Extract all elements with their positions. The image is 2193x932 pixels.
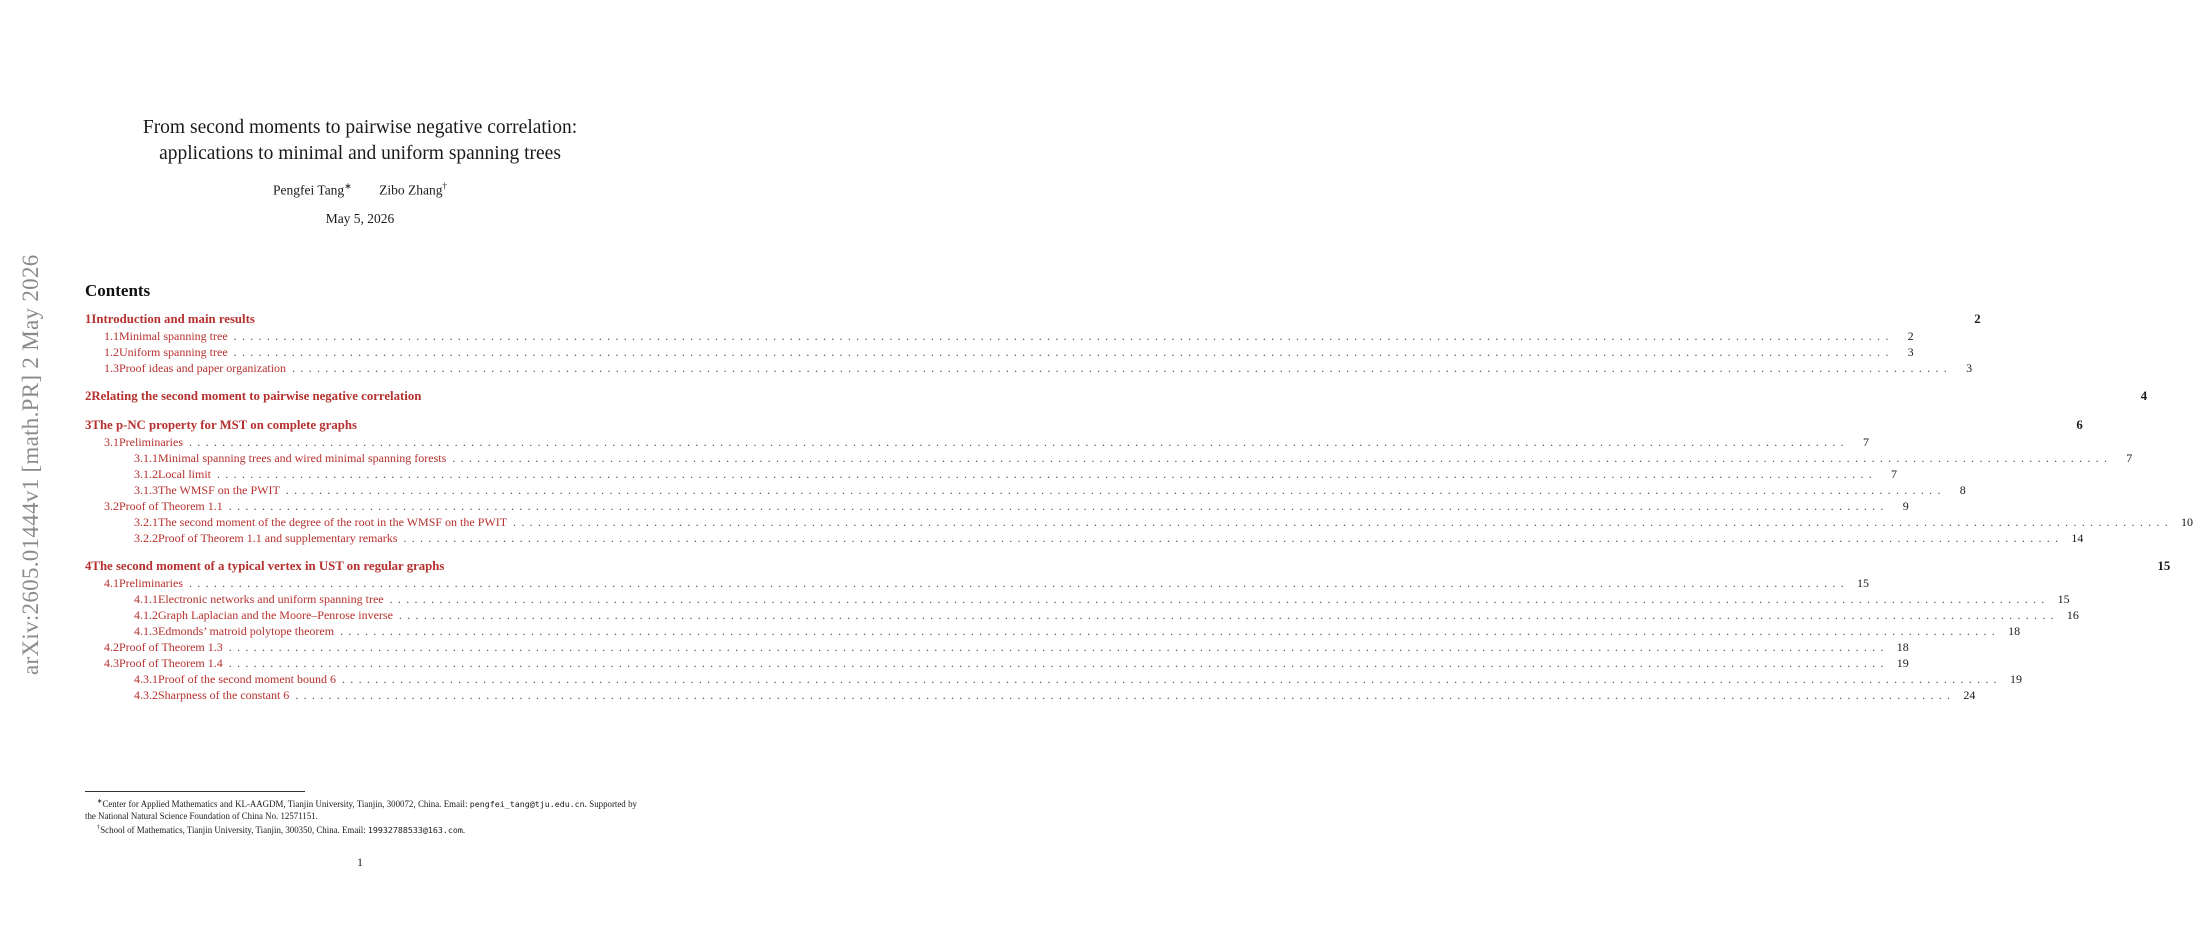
toc-entry-label[interactable]: Relating the second moment to pairwise negative correlation	[91, 389, 422, 403]
footnote-2-email[interactable]: 19932788533@163.com	[367, 824, 463, 835]
footnote-2-text: School of Mathematics, Tianjin University, Tianjin, 300350, China. Email:	[100, 824, 368, 835]
toc-entry[interactable]	[85, 656, 1909, 672]
toc-entry-number: 4.3.2	[134, 688, 158, 702]
toc-entry[interactable]	[85, 592, 2070, 608]
toc-entry[interactable]	[85, 312, 1981, 329]
toc-entry[interactable]	[85, 467, 1897, 483]
toc-entry-page[interactable]: 2	[1974, 312, 1981, 326]
toc-entry-label[interactable]: The second moment of the degree of the root in the WMSF on the PWIT	[158, 515, 508, 529]
author-1-name: Pengfei Tang	[273, 182, 345, 198]
toc-dot-leader: ........................................................................................................................................................................................................	[295, 688, 1956, 702]
footnotes	[85, 796, 637, 836]
toc-entry[interactable]	[85, 688, 1976, 704]
footnote-1-text: Center for Applied Mathematics and KL-AAGDM, Tianjin University, Tianjin, 300072, China. Email:	[102, 798, 468, 809]
toc-entry[interactable]	[85, 329, 1914, 345]
arxiv-stamp-text[interactable]: arXiv:2605.01444v1 [math.PR] 2 May 2026	[18, 254, 43, 676]
toc-entry-label[interactable]: Preliminaries	[119, 435, 183, 449]
author-1	[273, 181, 352, 199]
toc-entry-page[interactable]: 15	[2157, 559, 2171, 573]
toc-entry[interactable]	[85, 345, 1914, 361]
toc-dot-leader: ........................................................................................................................................................................................................	[228, 640, 1889, 654]
toc-entry-label[interactable]: Sharpness of the constant 6	[158, 688, 290, 702]
toc-entry-page[interactable]: 7	[2126, 451, 2133, 465]
toc-entry[interactable]	[85, 624, 2021, 640]
toc-entry-number: 1	[85, 312, 92, 326]
toc-entry-page[interactable]: 14	[2071, 531, 2084, 545]
toc-dot-leader: ........................................................................................................................................................................................................	[389, 592, 2050, 606]
toc-entry-number: 4	[85, 559, 92, 573]
toc-entry[interactable]	[85, 499, 1909, 515]
toc-entry[interactable]	[85, 576, 1869, 592]
toc-entry-number: 3.2.2	[134, 531, 158, 545]
toc-entry-number: 3.1.2	[134, 467, 158, 481]
toc-dot-leader: ........................................................................................................................................................................................................	[188, 576, 1849, 590]
toc-dot-leader: ........................................................................................................................................................................................................	[233, 345, 1894, 359]
toc-entry-label[interactable]: The second moment of a typical vertex in UST on regular graphs	[91, 559, 445, 573]
toc-dot-leader: ........................................................................................................................................................................................................	[217, 467, 1877, 481]
toc-entry-label[interactable]: Uniform spanning tree	[119, 345, 228, 359]
toc-entry-number: 1.2	[104, 345, 119, 359]
toc-entry-page[interactable]: 9	[1902, 499, 1909, 513]
toc-entry-number: 4.3.1	[134, 672, 158, 686]
toc-entry-page[interactable]: 15	[1856, 576, 1869, 590]
toc-entry-number: 3.1.1	[134, 451, 158, 465]
toc-entry-page[interactable]: 8	[1959, 483, 1966, 497]
toc-entry-label[interactable]: Proof of Theorem 1.1 and supplementary remarks	[158, 531, 398, 545]
toc-entry[interactable]	[85, 483, 1966, 499]
paper-date: May 5, 2026	[325, 211, 395, 226]
toc-entry[interactable]	[85, 361, 1973, 377]
toc-entry-number: 2	[85, 389, 92, 403]
toc-entry[interactable]	[85, 418, 2083, 435]
toc-entry-page[interactable]: 7	[1862, 435, 1869, 449]
toc-dot-leader: ........................................................................................................................................................................................................	[292, 361, 1953, 375]
toc-entry-label[interactable]: The p-NC property for MST on complete graphs	[91, 418, 357, 432]
toc-dot-leader: ........................................................................................................................................................................................................	[341, 672, 2002, 686]
toc-entry-page[interactable]: 3	[1907, 345, 1914, 359]
toc-entry-page[interactable]: 15	[2057, 592, 2070, 606]
toc-entry-label[interactable]: The WMSF on the PWIT	[158, 483, 280, 497]
toc-entry-label[interactable]: Minimal spanning trees and wired minimal spanning forests	[158, 451, 447, 465]
toc-entry-number: 4.3	[104, 656, 119, 670]
footnote-1-email[interactable]: pengfei_tang@tju.edu.cn	[469, 798, 585, 809]
toc-entry[interactable]	[85, 389, 2148, 406]
footnote-2-mark: †	[97, 823, 101, 831]
toc-dot-leader: ........................................................................................................................................................................................................	[228, 656, 1889, 670]
toc-entry-label[interactable]: Local limit	[158, 467, 211, 481]
toc-entry[interactable]	[85, 451, 2133, 467]
author-2-name: Zibo Zhang	[379, 182, 443, 198]
toc-dot-leader: ........................................................................................................................................................................................................	[233, 329, 1894, 343]
toc-entry-label[interactable]: Introduction and main results	[91, 312, 255, 326]
toc-entry-page[interactable]: 3	[1966, 361, 1973, 375]
toc-dot-leader: ........................................................................................................................................................................................................	[340, 624, 2001, 638]
toc-dot-leader: ........................................................................................................................................................................................................	[285, 483, 1946, 497]
toc-entry-number: 4.2	[104, 640, 119, 654]
footnote-1-mark: ∗	[97, 798, 103, 805]
title-line-2: applications to minimal and uniform spanning trees	[159, 143, 561, 164]
toc-entry-label[interactable]: Minimal spanning tree	[119, 329, 228, 343]
toc-entry-number: 3.1	[104, 435, 119, 449]
toc-entry-page[interactable]: 19	[2009, 672, 2022, 686]
author-1-footnote-mark[interactable]: ∗	[344, 181, 352, 191]
toc-entry-label[interactable]: Proof of Theorem 1.3	[119, 640, 223, 654]
toc-entry-page[interactable]: 10	[2181, 515, 2193, 529]
toc-entry-page[interactable]: 6	[2076, 418, 2083, 432]
toc-entry-number: 3.2.1	[134, 515, 158, 529]
toc-entry-page[interactable]: 4	[2140, 389, 2148, 403]
footnote-2	[85, 822, 637, 836]
toc-entry-number: 4.1.3	[134, 624, 158, 638]
toc-dot-leader: ........................................................................................................................................................................................................	[452, 451, 2113, 465]
footnote-1	[85, 796, 637, 822]
toc-entry-label[interactable]: Preliminaries	[119, 576, 183, 590]
toc-entry-label[interactable]: Proof of the second moment bound 6	[158, 672, 336, 686]
toc-entry-number: 4.1.2	[134, 608, 158, 622]
page-number: 1	[357, 855, 363, 869]
toc-entry-label[interactable]: Proof of Theorem 1.4	[119, 656, 223, 670]
toc-entry-label[interactable]: Electronic networks and uniform spanning tree	[158, 592, 384, 606]
title-line-1: From second moments to pairwise negative correlation:	[142, 117, 578, 138]
author-list	[85, 181, 635, 199]
toc-dot-leader: ........................................................................................................................................................................................................	[228, 499, 1889, 513]
arxiv-stamp[interactable]	[18, 250, 50, 680]
toc-entry-label[interactable]: Graph Laplacian and the Moore–Penrose inverse	[158, 608, 393, 622]
toc-dot-leader: ........................................................................................................................................................................................................	[398, 608, 2059, 622]
toc-entry[interactable]	[85, 559, 2171, 576]
toc-entry[interactable]	[85, 672, 2022, 688]
toc-dot-leader: ........................................................................................................................................................................................................	[403, 531, 2064, 545]
toc-entry-number: 1.1	[104, 329, 119, 343]
paper-title	[85, 115, 635, 167]
toc-entry-number: 4.1.1	[134, 592, 158, 606]
footnote-2-tail: .	[462, 824, 466, 835]
toc-entry-page[interactable]: 24	[1963, 688, 1976, 702]
toc-entry-page[interactable]: 18	[2008, 624, 2021, 638]
toc-entry-label[interactable]: Proof of Theorem 1.1	[119, 499, 223, 513]
toc-entry-number: 1.3	[104, 361, 119, 375]
toc-entry[interactable]	[85, 435, 1869, 451]
toc-dot-leader: ........................................................................................................................................................................................................	[513, 515, 2174, 529]
toc-entry[interactable]	[85, 531, 2084, 547]
toc-entry-number: 3.2	[104, 499, 119, 513]
toc-entry-label[interactable]: Proof ideas and paper organization	[119, 361, 287, 375]
toc-entry-page[interactable]: 2	[1907, 329, 1914, 343]
toc-entry-page[interactable]: 18	[1896, 640, 1909, 654]
toc-entry-label[interactable]: Edmonds’ matroid polytope theorem	[158, 624, 335, 638]
footnote-divider	[85, 791, 305, 792]
toc-entry-page[interactable]: 7	[1891, 467, 1897, 481]
contents-heading: Contents	[85, 281, 151, 300]
toc-entry-number: 3.1.3	[134, 483, 158, 497]
toc-entry-number: 4.1	[104, 576, 119, 590]
author-2	[379, 181, 447, 199]
table-of-contents	[85, 312, 2193, 704]
toc-entry[interactable]	[85, 608, 2079, 624]
toc-entry[interactable]	[85, 515, 2193, 531]
toc-dot-leader: ........................................................................................................................................................................................................	[188, 435, 1849, 449]
toc-entry-page[interactable]: 16	[2066, 608, 2079, 622]
toc-entry-page[interactable]: 19	[1896, 656, 1909, 670]
author-2-footnote-mark[interactable]: †	[442, 181, 447, 191]
toc-entry-number: 3	[85, 418, 92, 432]
toc-entry[interactable]	[85, 640, 1909, 656]
footnote-1-tail: . Supported by the National Natural Science Foundation of China No. 12571151.	[85, 798, 637, 821]
